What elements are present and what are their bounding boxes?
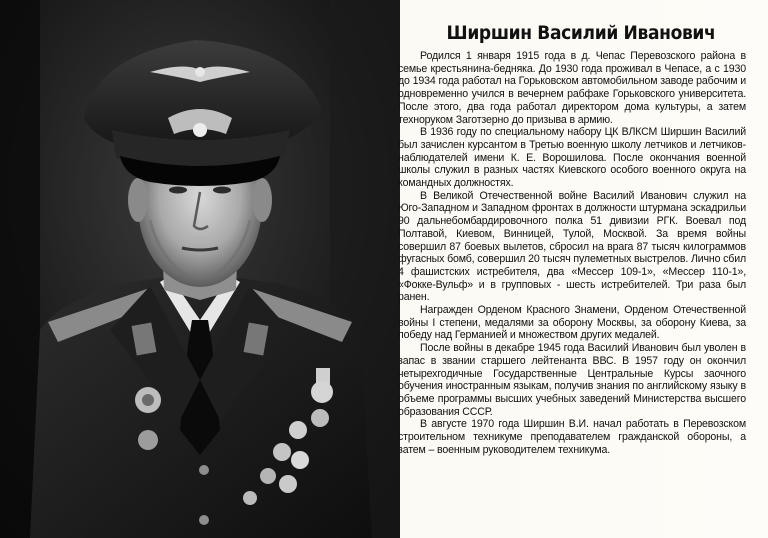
page-title: Ширшин Василий Иванович <box>446 22 716 44</box>
biography-paragraph: Награжден Орденом Красного Знамени, Орденом Отечественной войны I степени, медалями за оборону Москвы, за оборону Киева, за победу над Германией и множеством других медалей. <box>398 304 746 342</box>
biography-paragraph: В августе 1970 года Ширшин В.И. начал работать в Перевозском строительном техникуме преподавателем гражданской обороны, а затем – военным руководителем техникума. <box>398 418 746 456</box>
biography <box>398 22 746 522</box>
biography-paragraph: В 1936 году по специальному набору ЦК ВЛКСМ Ширшин Василий был зачислен курсантом в Третью военную школу летчиков и летчиков-наблюдателей имени К. Е. Ворошилова. После окончания военной школы служил в разных частях Киевского особого военного округа на командных должностях. <box>398 126 746 190</box>
biography-paragraph: В Великой Отечественной войне Василий Иванович служил на Юго-Западном и Западном фронтах в должности штурмана эскадрильи 90 дальнебомбардировочного полка 51 дивизии РГК. Воевал под Полтавой, Киевом, Винницей, Тулой, Москвой. За время войны совершил 87 боевых вылетов, сбросил на врага 87 тысяч килограммов фугасных бомб, совершил 20 тысяч пулеметных выстрелов. Лично сбил 4 фашистских истребителя, два «Мессер 109-1», «Мессер 110-1», «Фокке-Вульф» и в групповых - шесть истребителей. Три раза был ранен. <box>398 189 746 304</box>
biography-paragraph: После войны в декабре 1945 года Василий Иванович был уволен в запас в звании старшего лейтенанта ВВС. В 1957 году он окончил четырехгодичные Государственные Центральные Курсы заочного обучения иностранным языкам, получив знания по английскому языку в объеме программы высших учебных заведений Министерства высшего образования СССР. <box>398 342 746 418</box>
biography-paragraph: Родился 1 января 1915 года в д. Чепас Перевозского района в семье крестьянина-бедняка. До 1930 года проживал в Чепасе, а с 1930 до 1934 года работал на Горьковском автомобильном заводе рабочим и одновременно учился в вечернем рабфаке Горьковского университета. После этого, два года работал директором дома культуры, а затем техноруком Заготзерно до призыва в армию. <box>398 50 746 126</box>
